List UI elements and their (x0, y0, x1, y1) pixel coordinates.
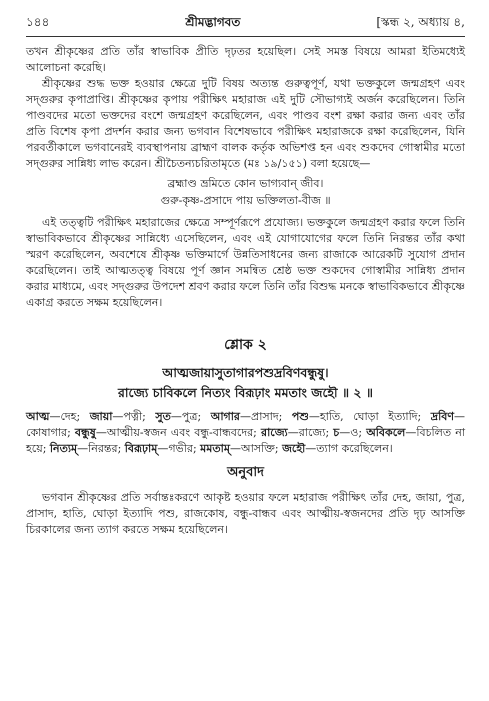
synonym-meaning: গভীর (168, 442, 193, 455)
synonym-word: দ্রবিণ (430, 410, 455, 423)
quoted-verse (26, 175, 465, 209)
synonym-word: আগার (210, 410, 240, 423)
sloka-line-2: রাজ্যে চাবিকলে নিত্যং বিরূঢ়াং মমতাং জহৌ ॥ ২ ॥ (118, 385, 373, 400)
synonym-meaning: আত্মীয়-স্বজন এবং বন্ধু-বান্ধবদের (106, 426, 254, 439)
synonym-meaning: বিচলিত না হয়ে (26, 426, 466, 455)
synonym-meaning: হাতি, ঘোড়া ইত্যাদি (319, 410, 418, 423)
synonym-word: পশু (291, 410, 309, 423)
synonym-word: মমতাম্ (200, 442, 230, 455)
quoted-verse-line-2: গুরু-কৃষ্ণ-প্রসাদে পায় ভক্তিলতা-বীজ ॥ (160, 194, 331, 207)
quoted-verse-line-1: ব্রহ্মাণ্ড ভ্রমিতে কোন ভাগ্যবান্ জীব। (167, 177, 324, 190)
purport-paragraph-2: শ্রীকৃষ্ণের শুদ্ধ ভক্ত হওয়ার ক্ষেত্রে দুটি বিষয় অত্যন্ত গুরুত্বপূর্ণ, যথা ভক্তকুলে জন্মগ্রহণ এবং সদ্‌গুরুর কৃপাপ্রাপ্তি। শ্রীকৃষ্ণের কৃপায় পরীক্ষিৎ মহারাজ এই দুটি সৌভাগ্যই অর্জন করেছিলেন। তিনি পাণ্ডবদের মতো ভক্তদের বংশে জন্মগ্রহণ করেছিলেন, এবং পাণ্ডব বংশ রক্ষা করার জন্য এবং তাঁর প্রতি বিশেষ কৃপা প্রদর্শন করার জন্য ভগবান বিশেষভাবে পরীক্ষিৎ মহারাজকে রক্ষা করেছিলেন, যিনি পরবর্তীকালে ভগবানেরই ব্যবস্থাপনায় ব্রাহ্মণ বালক কর্তৃক অভিশপ্ত হন এবং শুকদেব গোস্বামীর মতো সদ্‌গুরুর সান্নিধ্য লাভ করেন। শ্রীচৈতন্যচরিতামৃতে (মঃ ১৯/১৫১) বলা হয়েছে— (26, 77, 465, 170)
translation-text: ভগবান শ্রীকৃষ্ণের প্রতি সর্বান্তঃকরণে আকৃষ্ট হওয়ার ফলে মহারাজ পরীক্ষিৎ তাঁর দেহ, জায়া, পুত্র, প্রাসাদ, হাতি, ঘোড়া ইত্যাদি পশু, রাজকোষ, বন্ধু-বান্ধব এবং আত্মীয়-স্বজনদের প্রতি দৃঢ় আসক্তি চিরকালের জন্য ত্যাগ করতে সক্ষম হয়েছিলেন। (26, 491, 465, 536)
purport-paragraph-1: তখন শ্রীকৃষ্ণের প্রতি তাঁর স্বাভাবিক প্রীতি দৃঢ়তর হয়েছিল। সেই সমস্ত বিষয়ে আমরা ইতিমধ্যেই আলোচনা করেছি। (26, 45, 465, 74)
synonym-word: বিরূঢ়াম্ (124, 442, 158, 455)
synonym-meaning: আসক্তি (240, 442, 275, 455)
sloka-text (26, 363, 465, 403)
synonym-meaning: নিরন্তর (88, 442, 118, 455)
synonym-word: বন্ধুষু (74, 426, 96, 439)
synonym-meaning: পত্নী (123, 410, 143, 423)
synonym-word: জহৌ (282, 442, 306, 455)
synonym-meaning: কোষাগার (26, 426, 68, 439)
synonym-meaning: ত্যাগ করেছিলেন (316, 442, 389, 455)
synonyms-block: আত্ম—দেহ; জায়া—পত্নী; সুত—পুত্র; আগার—প্রাসাদ; পশু—হাতি, ঘোড়া ইত্যাদি; দ্রবিণ—কোষাগার; বন্ধুষু—আত্মীয়-স্বজন এবং বন্ধু-বান্ধবদের; রাজ্যে—রাজ্যে; চ—ও; অবিকলে—বিচলিত না হয়ে; নিত্যম্—নিরন্তর; বিরূঢ়াম্—গভীর; মমতাম্—আসক্তি; জহৌ—ত্যাগ করেছিলেন। (26, 410, 466, 455)
synonym-meaning: পুত্র (181, 410, 198, 423)
synonym-word: সুত (155, 410, 171, 423)
synonym-word: জায়া (89, 410, 113, 423)
page-number: ১৪৪ (26, 15, 50, 29)
sloka-heading: শ্লোক ২ (224, 337, 267, 353)
book-title: শ্রীমদ্ভাগবত (185, 15, 241, 29)
synonym-word: আত্ম (26, 410, 50, 423)
synonym-meaning: দেহ (60, 410, 77, 423)
purport-paragraph-3: এই তত্ত্বটি পরীক্ষিৎ মহারাজের ক্ষেত্রে সম্পূর্ণরূপে প্রযোজ্য। ভক্তকুলে জন্মগ্রহণ করার ফলে তিনি স্বাভাবিকভাবে শ্রীকৃষ্ণের সান্নিধ্যে এসেছিলেন, এবং এই যোগাযোগের ফলে তিনি নিরন্তর তাঁর কথা স্মরণ করেছিলেন, অবশেষে শ্রীকৃষ্ণ ভক্তিমার্গে উন্নতিসাধনের জন্য রাজাকে আরেকটি সুযোগ প্রদান করেছিলেন। তাই আত্মতত্ত্ব বিষয়ে পূর্ণ জ্ঞান সমন্বিত শ্রেষ্ঠ ভক্ত শুকদেব গোস্বামীর সান্নিধ্য প্রদান করার মাধ্যমে, এবং সদ্‌গুরুর উপদেশ শ্রবণ করার ফলে তিনি তাঁর বিশুদ্ধ মনকে স্বাভাবিকভাবে শ্রীকৃষ্ণে একাগ্র করতে সক্ষম হয়েছিলেন। (26, 216, 465, 309)
synonym-word: চ (333, 426, 340, 439)
chapter-reference: [স্কন্ধ ২, অধ্যায় ৪, (376, 15, 465, 29)
synonym-meaning: রাজ্যে (298, 426, 326, 439)
synonym-word: রাজ্যে (261, 426, 288, 439)
synonym-word: নিত্যম্ (49, 442, 78, 455)
synonym-word: অবিকলে (366, 426, 406, 439)
synonym-meaning: ও (350, 426, 359, 439)
sloka-line-1: আত্মজায়াসুতাগারপশুদ্রবিণবন্ধুষু। (162, 365, 329, 380)
translation-heading: অনুবাদ (227, 465, 264, 480)
synonym-meaning: প্রাসাদ (250, 410, 279, 423)
running-header (26, 14, 465, 37)
